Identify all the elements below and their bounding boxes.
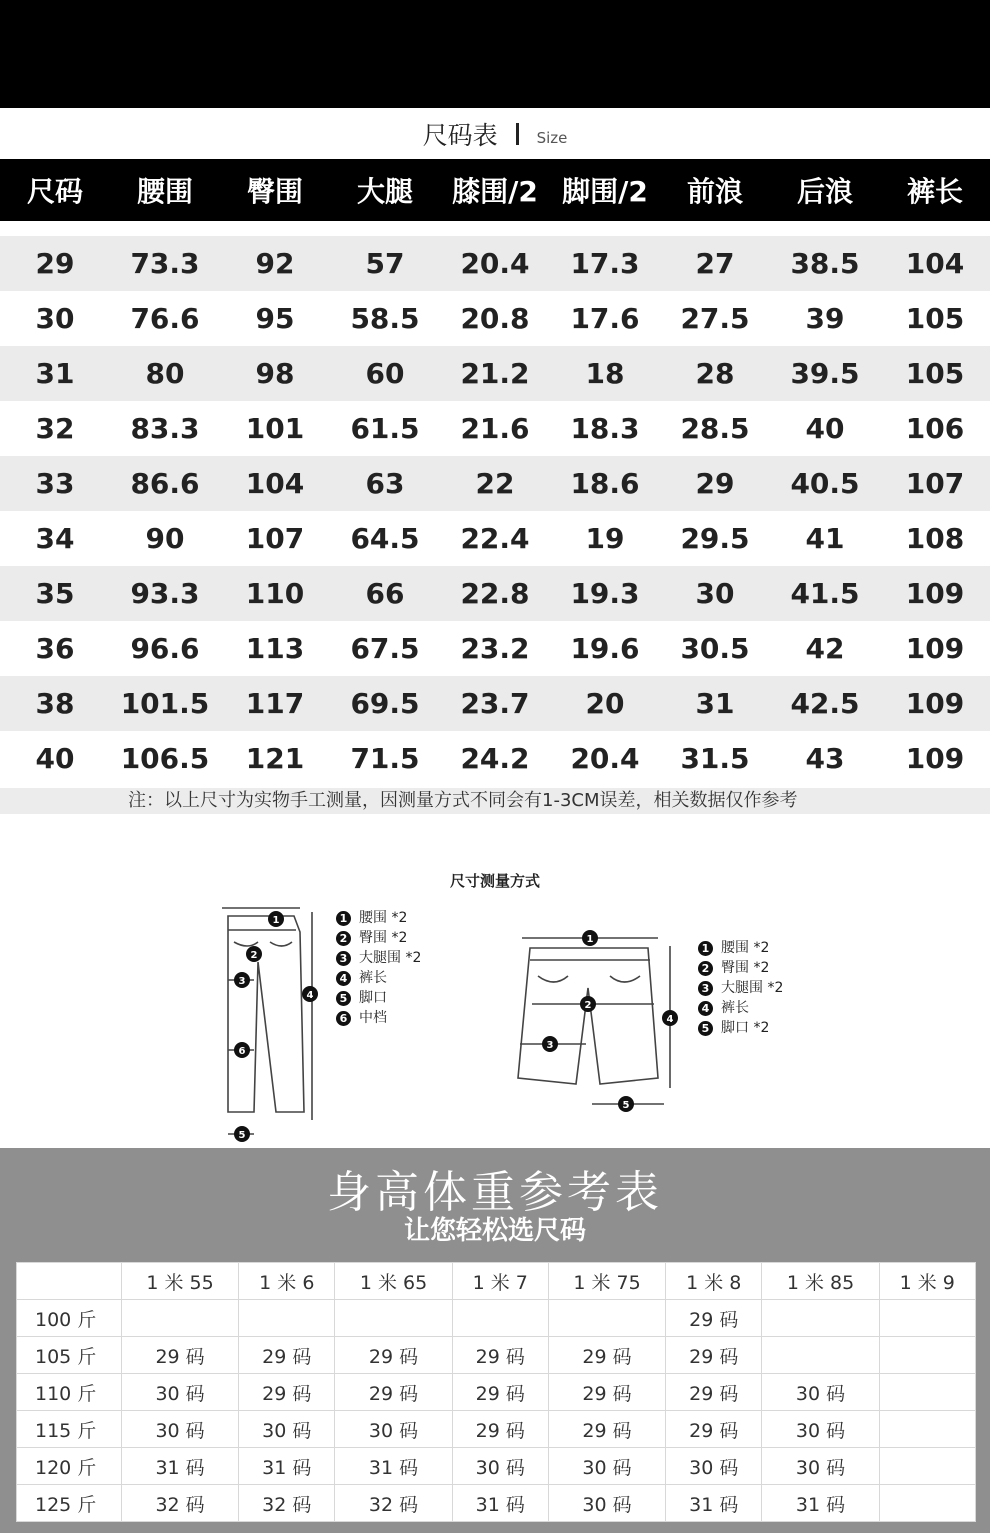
legend-item	[336, 928, 421, 948]
size-cell: 17.3	[570, 247, 640, 280]
size-recommendation-cell: 29 码	[666, 1374, 762, 1411]
weight-chart-title: 身高体重参考表	[327, 1167, 663, 1218]
size-recommendation-cell	[452, 1300, 548, 1337]
size-cell: 30	[35, 302, 75, 335]
legend-item	[336, 1008, 421, 1028]
size-cell: 38	[35, 687, 75, 720]
legend-item	[698, 958, 783, 978]
size-recommendation-cell	[122, 1300, 239, 1337]
size-cell: 30.5	[680, 632, 750, 665]
size-cell: 73.3	[130, 247, 200, 280]
legend-text: 臀围 *2	[721, 960, 770, 976]
size-recommendation-cell: 29 码	[548, 1337, 665, 1374]
size-cell: 80	[145, 357, 185, 390]
size-cell: 107	[905, 467, 965, 500]
size-cell: 19.6	[570, 632, 640, 665]
size-recommendation-cell: 32 码	[335, 1485, 452, 1522]
size-table-body	[0, 236, 990, 786]
size-row	[0, 346, 990, 401]
size-recommendation-cell	[762, 1300, 879, 1337]
size-recommendation-cell: 29 码	[666, 1337, 762, 1374]
number-badge: 2	[336, 931, 351, 946]
size-recommendation-cell: 29 码	[452, 1411, 548, 1448]
size-table-header	[0, 159, 990, 221]
size-cell: 109	[905, 742, 965, 775]
legend-item	[698, 1018, 783, 1038]
size-cell: 27	[695, 247, 735, 280]
size-cell: 109	[905, 577, 965, 610]
size-cell: 19.3	[570, 577, 640, 610]
size-cell: 41	[805, 522, 845, 555]
size-recommendation-cell: 29 码	[239, 1337, 335, 1374]
size-cell: 69.5	[350, 687, 420, 720]
size-cell: 28.5	[680, 412, 750, 445]
size-row	[0, 456, 990, 511]
number-badge: 1	[336, 911, 351, 926]
size-cell: 86.6	[130, 467, 200, 500]
size-recommendation-cell: 31 码	[666, 1485, 762, 1522]
shorts-diagram	[508, 928, 690, 1114]
size-cell: 34	[35, 522, 75, 555]
size-cell: 20.4	[460, 247, 530, 280]
size-cell: 113	[245, 632, 305, 665]
legend-text: 腰围 *2	[359, 910, 408, 926]
size-cell: 30	[695, 577, 735, 610]
size-recommendation-cell: 29 码	[122, 1337, 239, 1374]
svg-text:4: 4	[666, 1014, 674, 1025]
size-cell: 63	[365, 467, 405, 500]
header-cell: 前浪	[686, 175, 743, 208]
size-row	[0, 621, 990, 676]
svg-text:1: 1	[586, 934, 594, 945]
size-cell: 92	[255, 247, 295, 280]
svg-text:4: 4	[306, 990, 314, 1001]
size-recommendation-cell: 30 码	[548, 1448, 665, 1485]
size-cell: 23.7	[460, 687, 530, 720]
size-cell: 109	[905, 632, 965, 665]
header-cell: 后浪	[796, 175, 853, 208]
size-cell: 36	[35, 632, 75, 665]
legend-text: 大腿围 *2	[359, 950, 422, 966]
size-recommendation-cell: 29 码	[548, 1411, 665, 1448]
size-cell: 24.2	[460, 742, 530, 775]
size-cell: 67.5	[350, 632, 420, 665]
size-recommendation-cell: 29 码	[452, 1374, 548, 1411]
size-cell: 31	[35, 357, 75, 390]
size-cell: 42.5	[790, 687, 860, 720]
size-cell: 117	[245, 687, 305, 720]
legend-item	[698, 998, 783, 1018]
title-separator	[516, 123, 519, 145]
header-cell: 尺码	[26, 175, 83, 208]
size-cell: 90	[145, 522, 185, 555]
size-recommendation-cell: 31 码	[335, 1448, 452, 1485]
header-cell: 脚围/2	[562, 175, 648, 208]
size-recommendation-cell	[879, 1485, 975, 1522]
size-recommendation-cell	[239, 1300, 335, 1337]
weight-label-cell: 110 斤	[17, 1374, 122, 1411]
size-recommendation-cell: 31 码	[122, 1448, 239, 1485]
size-cell: 27.5	[680, 302, 750, 335]
size-cell: 17.6	[570, 302, 640, 335]
svg-text:5: 5	[238, 1130, 246, 1141]
size-cell: 64.5	[350, 522, 420, 555]
corner-cell	[17, 1263, 122, 1300]
size-recommendation-cell: 30 码	[762, 1374, 879, 1411]
svg-text:3: 3	[238, 976, 246, 987]
size-cell: 18.6	[570, 467, 640, 500]
size-recommendation-cell: 32 码	[239, 1485, 335, 1522]
header-cell: 裤长	[906, 175, 963, 208]
number-badge: 4	[336, 971, 351, 986]
legend-text: 大腿围 *2	[721, 980, 784, 996]
number-badge: 2	[698, 961, 713, 976]
height-header-cell: 1 米 8	[666, 1263, 762, 1300]
legend-item	[698, 938, 783, 958]
size-recommendation-cell	[335, 1300, 452, 1337]
size-cell: 39	[805, 302, 845, 335]
size-recommendation-cell: 29 码	[335, 1374, 452, 1411]
number-badge: 3	[698, 981, 713, 996]
size-chart-title-text: 尺码表	[422, 121, 498, 150]
number-badge: 6	[336, 1011, 351, 1026]
weight-row	[17, 1448, 976, 1485]
size-cell: 61.5	[350, 412, 420, 445]
size-cell: 101.5	[120, 687, 210, 720]
weight-row	[17, 1337, 976, 1374]
size-cell: 76.6	[130, 302, 200, 335]
size-cell: 60	[365, 357, 405, 390]
size-row	[0, 566, 990, 621]
size-cell: 39.5	[790, 357, 860, 390]
size-cell: 71.5	[350, 742, 420, 775]
size-recommendation-cell: 29 码	[452, 1337, 548, 1374]
shorts-legend	[698, 938, 783, 1038]
pants-diagram	[214, 902, 334, 1148]
weight-chart-subtitle: 让您轻松选尺码	[403, 1216, 586, 1246]
size-cell: 29.5	[680, 522, 750, 555]
height-header-cell: 1 米 55	[122, 1263, 239, 1300]
size-cell: 104	[905, 247, 965, 280]
size-recommendation-cell: 29 码	[239, 1374, 335, 1411]
size-recommendation-cell: 29 码	[666, 1300, 762, 1337]
size-cell: 58.5	[350, 302, 420, 335]
size-recommendation-cell: 30 码	[122, 1374, 239, 1411]
size-cell: 43	[805, 742, 845, 775]
size-cell: 35	[35, 577, 75, 610]
svg-text:6: 6	[238, 1046, 246, 1057]
size-cell: 106	[905, 412, 965, 445]
size-cell: 29	[695, 467, 735, 500]
weight-row	[17, 1374, 976, 1411]
size-cell: 29	[35, 247, 75, 280]
legend-text: 中档	[359, 1010, 387, 1026]
size-cell: 31.5	[680, 742, 750, 775]
weight-row	[17, 1411, 976, 1448]
size-row	[0, 291, 990, 346]
size-cell: 18.3	[570, 412, 640, 445]
size-recommendation-cell	[879, 1411, 975, 1448]
size-cell: 101	[245, 412, 305, 445]
size-cell: 22.4	[460, 522, 530, 555]
height-header-cell: 1 米 75	[548, 1263, 665, 1300]
size-cell: 40.5	[790, 467, 860, 500]
number-badge: 4	[698, 1001, 713, 1016]
number-badge: 3	[336, 951, 351, 966]
size-cell: 20.8	[460, 302, 530, 335]
pants-legend	[336, 908, 421, 1028]
size-cell: 107	[245, 522, 305, 555]
size-cell: 33	[35, 467, 75, 500]
size-cell: 109	[905, 687, 965, 720]
legend-item	[336, 988, 421, 1008]
size-row	[0, 676, 990, 731]
size-chart-subtitle: Size	[536, 129, 568, 147]
size-cell: 38.5	[790, 247, 860, 280]
weight-label-cell: 120 斤	[17, 1448, 122, 1485]
header-cell: 膝围/2	[452, 175, 538, 208]
weight-row	[17, 1485, 976, 1522]
size-recommendation-cell	[879, 1448, 975, 1485]
size-row	[0, 236, 990, 291]
size-cell: 66	[365, 577, 405, 610]
size-cell: 22	[475, 467, 515, 500]
size-cell: 41.5	[790, 577, 860, 610]
size-recommendation-cell	[762, 1337, 879, 1374]
size-cell: 95	[255, 302, 295, 335]
size-row	[0, 511, 990, 566]
size-cell: 121	[245, 742, 305, 775]
size-recommendation-cell: 29 码	[335, 1337, 452, 1374]
legend-item	[336, 908, 421, 928]
size-cell: 105	[905, 357, 965, 390]
size-cell: 20.4	[570, 742, 640, 775]
size-cell: 93.3	[130, 577, 200, 610]
number-badge: 5	[336, 991, 351, 1006]
height-header-cell: 1 米 85	[762, 1263, 879, 1300]
top-black-bar	[0, 0, 990, 108]
size-recommendation-cell: 30 码	[122, 1411, 239, 1448]
number-badge: 1	[698, 941, 713, 956]
size-note: 注：以上尺寸为实物手工测量，因测量方式不同会有1-3CM误差，相关数据仅作参考	[0, 788, 990, 814]
size-cell: 31	[695, 687, 735, 720]
size-cell: 22.8	[460, 577, 530, 610]
legend-text: 脚口	[359, 990, 387, 1006]
size-cell: 21.6	[460, 412, 530, 445]
size-recommendation-cell: 30 码	[452, 1448, 548, 1485]
size-cell: 23.2	[460, 632, 530, 665]
size-row	[0, 731, 990, 786]
legend-item	[336, 968, 421, 988]
number-badge: 5	[698, 1021, 713, 1036]
size-cell: 18	[585, 357, 625, 390]
header-cell: 臀围	[246, 175, 303, 208]
size-recommendation-cell: 29 码	[548, 1374, 665, 1411]
size-recommendation-cell	[548, 1300, 665, 1337]
size-recommendation-cell: 30 码	[548, 1485, 665, 1522]
size-recommendation-cell: 31 码	[762, 1485, 879, 1522]
size-cell: 96.6	[130, 632, 200, 665]
legend-text: 裤长	[721, 1000, 749, 1016]
measure-title: 尺寸测量方式	[449, 872, 540, 890]
weight-chart-banner	[0, 1148, 990, 1258]
size-cell: 42	[805, 632, 845, 665]
weight-label-cell: 115 斤	[17, 1411, 122, 1448]
size-cell: 57	[365, 247, 405, 280]
size-cell: 98	[255, 357, 295, 390]
size-cell: 20	[585, 687, 625, 720]
height-header-cell: 1 米 65	[335, 1263, 452, 1300]
legend-item	[698, 978, 783, 998]
size-recommendation-cell: 32 码	[122, 1485, 239, 1522]
weight-table	[16, 1262, 976, 1522]
size-recommendation-cell: 30 码	[762, 1411, 879, 1448]
size-cell: 28	[695, 357, 735, 390]
size-cell: 83.3	[130, 412, 200, 445]
size-cell: 104	[245, 467, 305, 500]
size-cell: 105	[905, 302, 965, 335]
size-recommendation-cell	[879, 1337, 975, 1374]
weight-header-row	[17, 1263, 976, 1300]
svg-text:1: 1	[272, 915, 280, 926]
size-recommendation-cell	[879, 1374, 975, 1411]
size-cell: 40	[35, 742, 75, 775]
size-recommendation-cell: 30 码	[239, 1411, 335, 1448]
weight-row	[17, 1300, 976, 1337]
size-cell: 19	[585, 522, 625, 555]
size-recommendation-cell: 29 码	[666, 1411, 762, 1448]
header-cell: 大腿	[356, 175, 413, 208]
size-cell: 21.2	[460, 357, 530, 390]
weight-label-cell: 100 斤	[17, 1300, 122, 1337]
weight-label-cell: 125 斤	[17, 1485, 122, 1522]
header-cell: 腰围	[136, 175, 193, 208]
size-row	[0, 401, 990, 456]
svg-text:5: 5	[622, 1100, 630, 1111]
size-recommendation-cell: 30 码	[666, 1448, 762, 1485]
size-cell: 106.5	[120, 742, 210, 775]
weight-label-cell: 105 斤	[17, 1337, 122, 1374]
legend-text: 裤长	[359, 970, 387, 986]
svg-text:3: 3	[546, 1040, 554, 1051]
legend-item	[336, 948, 421, 968]
legend-text: 脚口 *2	[721, 1020, 770, 1036]
height-header-cell: 1 米 9	[879, 1263, 975, 1300]
size-cell: 32	[35, 412, 75, 445]
size-recommendation-cell: 31 码	[239, 1448, 335, 1485]
size-recommendation-cell: 30 码	[762, 1448, 879, 1485]
height-header-cell: 1 米 6	[239, 1263, 335, 1300]
svg-text:2: 2	[250, 950, 258, 961]
height-header-cell: 1 米 7	[452, 1263, 548, 1300]
size-cell: 110	[245, 577, 305, 610]
size-recommendation-cell: 31 码	[452, 1485, 548, 1522]
size-chart-title	[0, 112, 990, 156]
size-recommendation-cell	[879, 1300, 975, 1337]
size-recommendation-cell: 30 码	[335, 1411, 452, 1448]
size-cell: 40	[805, 412, 845, 445]
svg-text:2: 2	[584, 1000, 592, 1011]
size-cell: 108	[905, 522, 965, 555]
legend-text: 臀围 *2	[359, 930, 408, 946]
legend-text: 腰围 *2	[721, 940, 770, 956]
